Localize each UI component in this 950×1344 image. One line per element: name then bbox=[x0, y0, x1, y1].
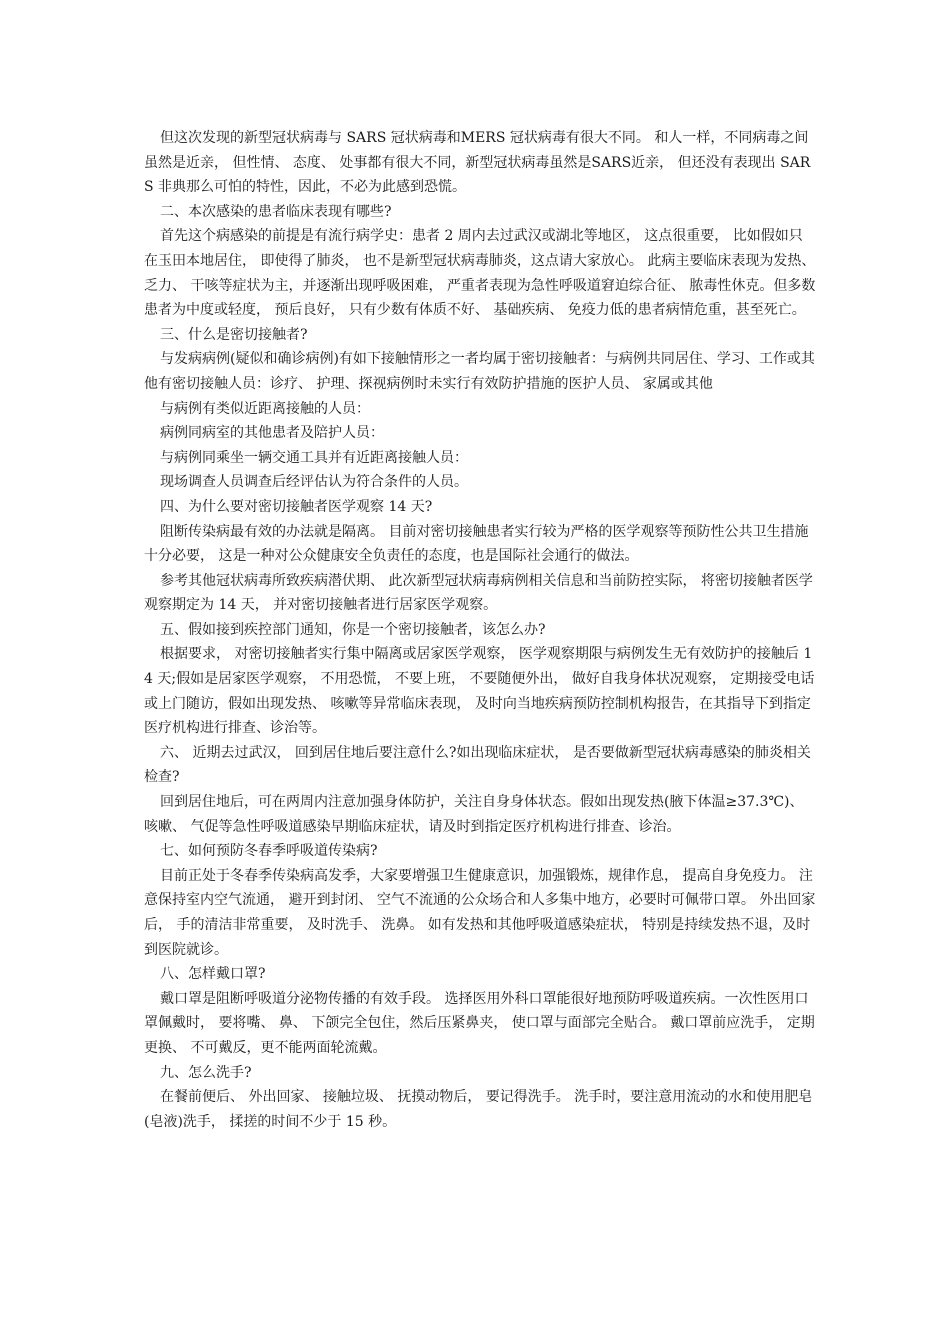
section-heading: 八、怎样戴口罩? bbox=[160, 966, 266, 983]
section-heading: 二、本次感染的患者临床表现有哪些? bbox=[160, 203, 392, 220]
list-item: 现场调查人员调查后经评估认为符合条件的人员。 bbox=[160, 474, 468, 491]
section-heading: 九、怎么洗手? bbox=[160, 1064, 252, 1081]
list-item: 病例同病室的其他患者及陪护人员： bbox=[160, 425, 384, 442]
body-paragraph: 在餐前便后、 外出回家、 接触垃圾、 抚摸动物后， 要记得洗手。 洗手时，要注意用流动的水和使用肥皂(皂液)洗手， 揉搓的时间不少于 15 秒。 bbox=[144, 1089, 813, 1130]
section-heading: 四、为什么要对密切接触者医学观察 14 天? bbox=[160, 498, 433, 515]
list-item: 与病例有类似近距离接触的人员： bbox=[160, 400, 370, 417]
body-paragraph: 目前正处于冬春季传染病高发季，大家要增强卫生健康意识，加强锻炼，规律作息， 提高自身免疫力。 注意保持室内空气流通， 避开到封闭、 空气不流通的公众场合和人多集中地方，必要时可佩带口罩。 外出回家后， 手的清洁非常重要， 及时洗手、 洗鼻。 如有发热和其他呼吸道感染症状， 特别是持续发热不退，及时到医院就诊。 bbox=[144, 867, 816, 958]
body-paragraph: 但这次发现的新型冠状病毒与 SARS 冠状病毒和MERS 冠状病毒有很大不同。 和人一样，不同病毒之间虽然是近亲， 但性情、 态度、 处事都有很大不同，新型冠状病毒虽然是SARS近亲， 但还没有表现出 SARS 非典那么可怕的特性，因此，不必为此感到恐慌。 bbox=[144, 130, 811, 196]
body-paragraph: 首先这个病感染的前提是有流行病学史：患者 2 周内去过武汉或湖北等地区， 这点很重要， 比如假如只在玉田本地居住， 即使得了肺炎， 也不是新型冠状病毒肺炎，这点请大家放心。 此病主要临床表现为发热、 乏力、 干咳等症状为主，并逐渐出现呼吸困难， 严重者表现为急性呼吸道窘迫综合征、 脓毒性休克。但多数患者为中度或轻度， 预后良好， 只有少数有体质不好、 基础疾病、 免疫力低的患者病情危重，甚至死亡。 bbox=[144, 228, 816, 319]
body-paragraph: 与发病病例(疑似和确诊病例)有如下接触情形之一者均属于密切接触者：与病例共同居住、学习、工作或其他有密切接触人员：诊疗、 护理、探视病例时未实行有效防护措施的医护人员、 家属或其他 bbox=[144, 351, 815, 392]
body-paragraph: 阻断传染病最有效的办法就是隔离。 目前对密切接触患者实行较为严格的医学观察等预防性公共卫生措施十分必要， 这是一种对公众健康安全负责任的态度，也是国际社会通行的做法。 bbox=[144, 523, 809, 565]
section-heading: 三、什么是密切接触者? bbox=[160, 326, 308, 343]
body-paragraph: 戴口罩是阻断呼吸道分泌物传播的有效手段。 选择医用外科口罩能很好地预防呼吸道疾病。一次性医用口罩佩戴时， 要将嘴、 鼻、 下颌完全包住，然后压紧鼻夹， 使口罩与面部完全贴合。 戴口罩前应洗手， 定期更换、 不可戴反，更不能两面轮流戴。 bbox=[144, 990, 815, 1056]
body-paragraph: 回到居住地后，可在两周内注意加强身体防护，关注自身身体状态。假如出现发热(腋下体温≥37.3℃)、 咳嗽、 气促等急性呼吸道感染早期临床症状，请及时到指定医疗机构进行排查、诊治。 bbox=[144, 794, 804, 835]
body-paragraph: 参考其他冠状病毒所致疾病潜伏期、 此次新型冠状病毒病例相关信息和当前防控实际， 将密切接触者医学观察期定为 14 天， 并对密切接触者进行居家医学观察。 bbox=[144, 572, 813, 614]
body-paragraph: 根据要求， 对密切接触者实行集中隔离或居家医学观察， 医学观察期限与病例发生无有效防护的接触后 14 天;假如是居家医学观察， 不用恐慌， 不要上班， 不要随便外出， 做好自我身体状况观察， 定期接受电话或上门随访，假如出现发热、 咳嗽等异常临床表现， 及时向当地疾病预防控制机构报告，在其指导下到指定医疗机构进行排查、诊治等。 bbox=[144, 646, 815, 737]
section-heading: 六、 近期去过武汉， 回到居住地后要注意什么?如出现临床症状， 是否要做新型冠状病毒感染的肺炎相关检查? bbox=[144, 744, 811, 786]
document-body bbox=[144, 126, 816, 1134]
section-heading: 五、假如接到疾控部门通知，你是一个密切接触者，该怎么办? bbox=[160, 621, 546, 638]
section-heading: 七、如何预防冬春季呼吸道传染病? bbox=[160, 843, 378, 860]
list-item: 与病例同乘坐一辆交通工具并有近距离接触人员： bbox=[160, 449, 468, 466]
